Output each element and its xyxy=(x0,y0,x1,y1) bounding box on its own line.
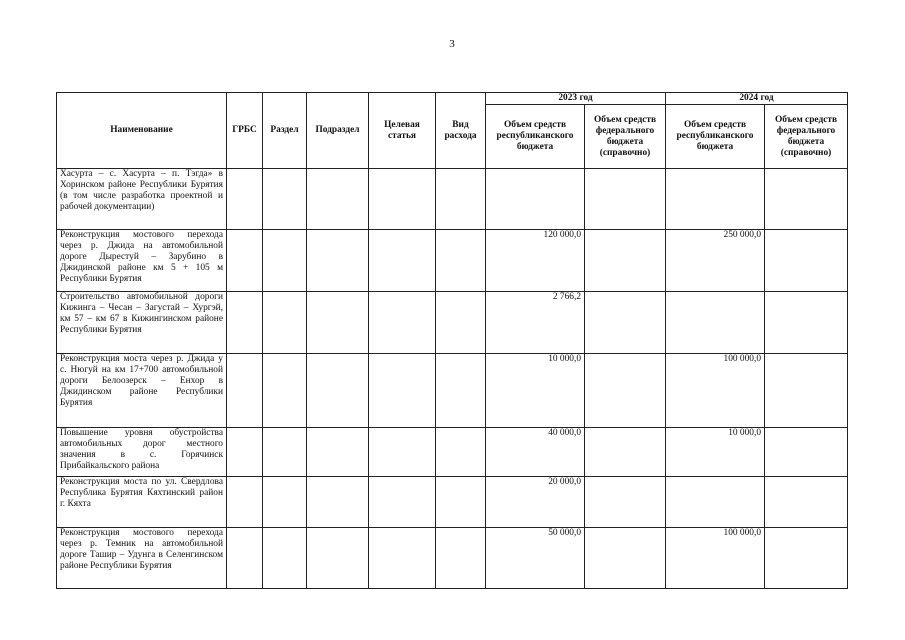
cell-federal-2024 xyxy=(765,292,848,354)
cell-podrazdel xyxy=(307,169,369,230)
cell-target xyxy=(369,169,436,230)
cell-republic-2024: 250 000,0 xyxy=(666,230,765,292)
cell-razdel xyxy=(263,477,307,528)
header-federal-2024: Объем средств федерального бюджета (справочно) xyxy=(765,105,848,169)
cell-target xyxy=(369,428,436,477)
cell-grbs xyxy=(227,169,263,230)
cell-razdel xyxy=(263,292,307,354)
cell-grbs xyxy=(227,354,263,428)
cell-grbs xyxy=(227,292,263,354)
cell-federal-2023 xyxy=(585,528,666,589)
row-name: Строительство автомобильной дороги Кижинга – Чесан – Загустай – Хургэй, км 57 – км 67 в Кижингинском районе Республики Бурятия xyxy=(57,292,227,354)
cell-republic-2023: 120 000,0 xyxy=(486,230,585,292)
cell-razdel xyxy=(263,169,307,230)
header-target: Целевая статья xyxy=(369,93,436,169)
header-podrazdel: Подраздел xyxy=(307,93,369,169)
table-row xyxy=(57,528,848,589)
cell-federal-2023 xyxy=(585,292,666,354)
header-republic-2023: Объем средств республиканского бюджета xyxy=(486,105,585,169)
row-name: Реконструкция мостового перехода через р. Джида на автомобильной дороге Дырестуй – Зарубино в Джидинской районе км 5 + 105 м Республики Бурятия xyxy=(57,230,227,292)
cell-federal-2023 xyxy=(585,169,666,230)
cell-razdel xyxy=(263,528,307,589)
cell-razdel xyxy=(263,230,307,292)
cell-republic-2024 xyxy=(666,477,765,528)
cell-republic-2024 xyxy=(666,292,765,354)
cell-target xyxy=(369,354,436,428)
cell-target xyxy=(369,528,436,589)
row-name: Хасурта – с. Хасурта – п. Тэгда» в Хоринском районе Республики Бурятия (в том числе разработка проектной и рабочей документации) xyxy=(57,169,227,230)
cell-podrazdel xyxy=(307,428,369,477)
cell-republic-2024: 10 000,0 xyxy=(666,428,765,477)
cell-expense-type xyxy=(436,169,486,230)
cell-republic-2024: 100 000,0 xyxy=(666,528,765,589)
header-year-2024: 2024 год xyxy=(666,93,848,105)
cell-republic-2023: 2 766,2 xyxy=(486,292,585,354)
cell-grbs xyxy=(227,477,263,528)
table-row xyxy=(57,169,848,230)
cell-federal-2024 xyxy=(765,428,848,477)
cell-grbs xyxy=(227,230,263,292)
cell-federal-2023 xyxy=(585,428,666,477)
cell-republic-2023: 40 000,0 xyxy=(486,428,585,477)
table-row xyxy=(57,428,848,477)
cell-expense-type xyxy=(436,292,486,354)
cell-expense-type xyxy=(436,354,486,428)
cell-expense-type xyxy=(436,477,486,528)
cell-republic-2023 xyxy=(486,169,585,230)
cell-federal-2024 xyxy=(765,528,848,589)
header-republic-2024: Объем средств республиканского бюджета xyxy=(666,105,765,169)
cell-target xyxy=(369,292,436,354)
table-row xyxy=(57,477,848,528)
cell-grbs xyxy=(227,428,263,477)
row-name: Реконструкция моста через р. Джида у с. Нюгуй на км 17+700 автомобильной дороги Белоозерск – Енхор в Джидинском районе Республики Бурятия xyxy=(57,354,227,428)
header-federal-2023: Объем средств федерального бюджета (справочно) xyxy=(585,105,666,169)
cell-republic-2023: 50 000,0 xyxy=(486,528,585,589)
row-name: Повышение уровня обустройства автомобильных дорог местного значения в с. Горячинск Прибайкальского района xyxy=(57,428,227,477)
cell-federal-2024 xyxy=(765,477,848,528)
cell-podrazdel xyxy=(307,528,369,589)
table-row xyxy=(57,230,848,292)
cell-federal-2023 xyxy=(585,230,666,292)
cell-federal-2023 xyxy=(585,354,666,428)
cell-expense-type xyxy=(436,528,486,589)
cell-federal-2024 xyxy=(765,169,848,230)
cell-republic-2023: 20 000,0 xyxy=(486,477,585,528)
cell-target xyxy=(369,230,436,292)
header-expense-type: Вид расхода xyxy=(436,93,486,169)
header-razdel: Раздел xyxy=(263,93,307,169)
row-name: Реконструкция мостового перехода через р. Темник на автомобильной дороге Ташир – Удунга в Селенгинском районе Республики Бурятия xyxy=(57,528,227,589)
cell-razdel xyxy=(263,428,307,477)
header-year-2023: 2023 год xyxy=(486,93,666,105)
page-number: 3 xyxy=(449,38,455,50)
cell-podrazdel xyxy=(307,230,369,292)
header-name: Наименование xyxy=(57,93,227,169)
cell-republic-2024: 100 000,0 xyxy=(666,354,765,428)
cell-federal-2024 xyxy=(765,354,848,428)
row-name: Реконструкция моста по ул. Свердлова Республика Бурятия Кяхтинский район г. Кяхта xyxy=(57,477,227,528)
table-row xyxy=(57,354,848,428)
cell-target xyxy=(369,477,436,528)
cell-expense-type xyxy=(436,428,486,477)
budget-table xyxy=(56,92,848,589)
cell-grbs xyxy=(227,528,263,589)
cell-federal-2024 xyxy=(765,230,848,292)
cell-razdel xyxy=(263,354,307,428)
cell-republic-2024 xyxy=(666,169,765,230)
cell-republic-2023: 10 000,0 xyxy=(486,354,585,428)
cell-podrazdel xyxy=(307,477,369,528)
cell-federal-2023 xyxy=(585,477,666,528)
cell-expense-type xyxy=(436,230,486,292)
header-grbs: ГРБС xyxy=(227,93,263,169)
cell-podrazdel xyxy=(307,292,369,354)
table-row xyxy=(57,292,848,354)
cell-podrazdel xyxy=(307,354,369,428)
